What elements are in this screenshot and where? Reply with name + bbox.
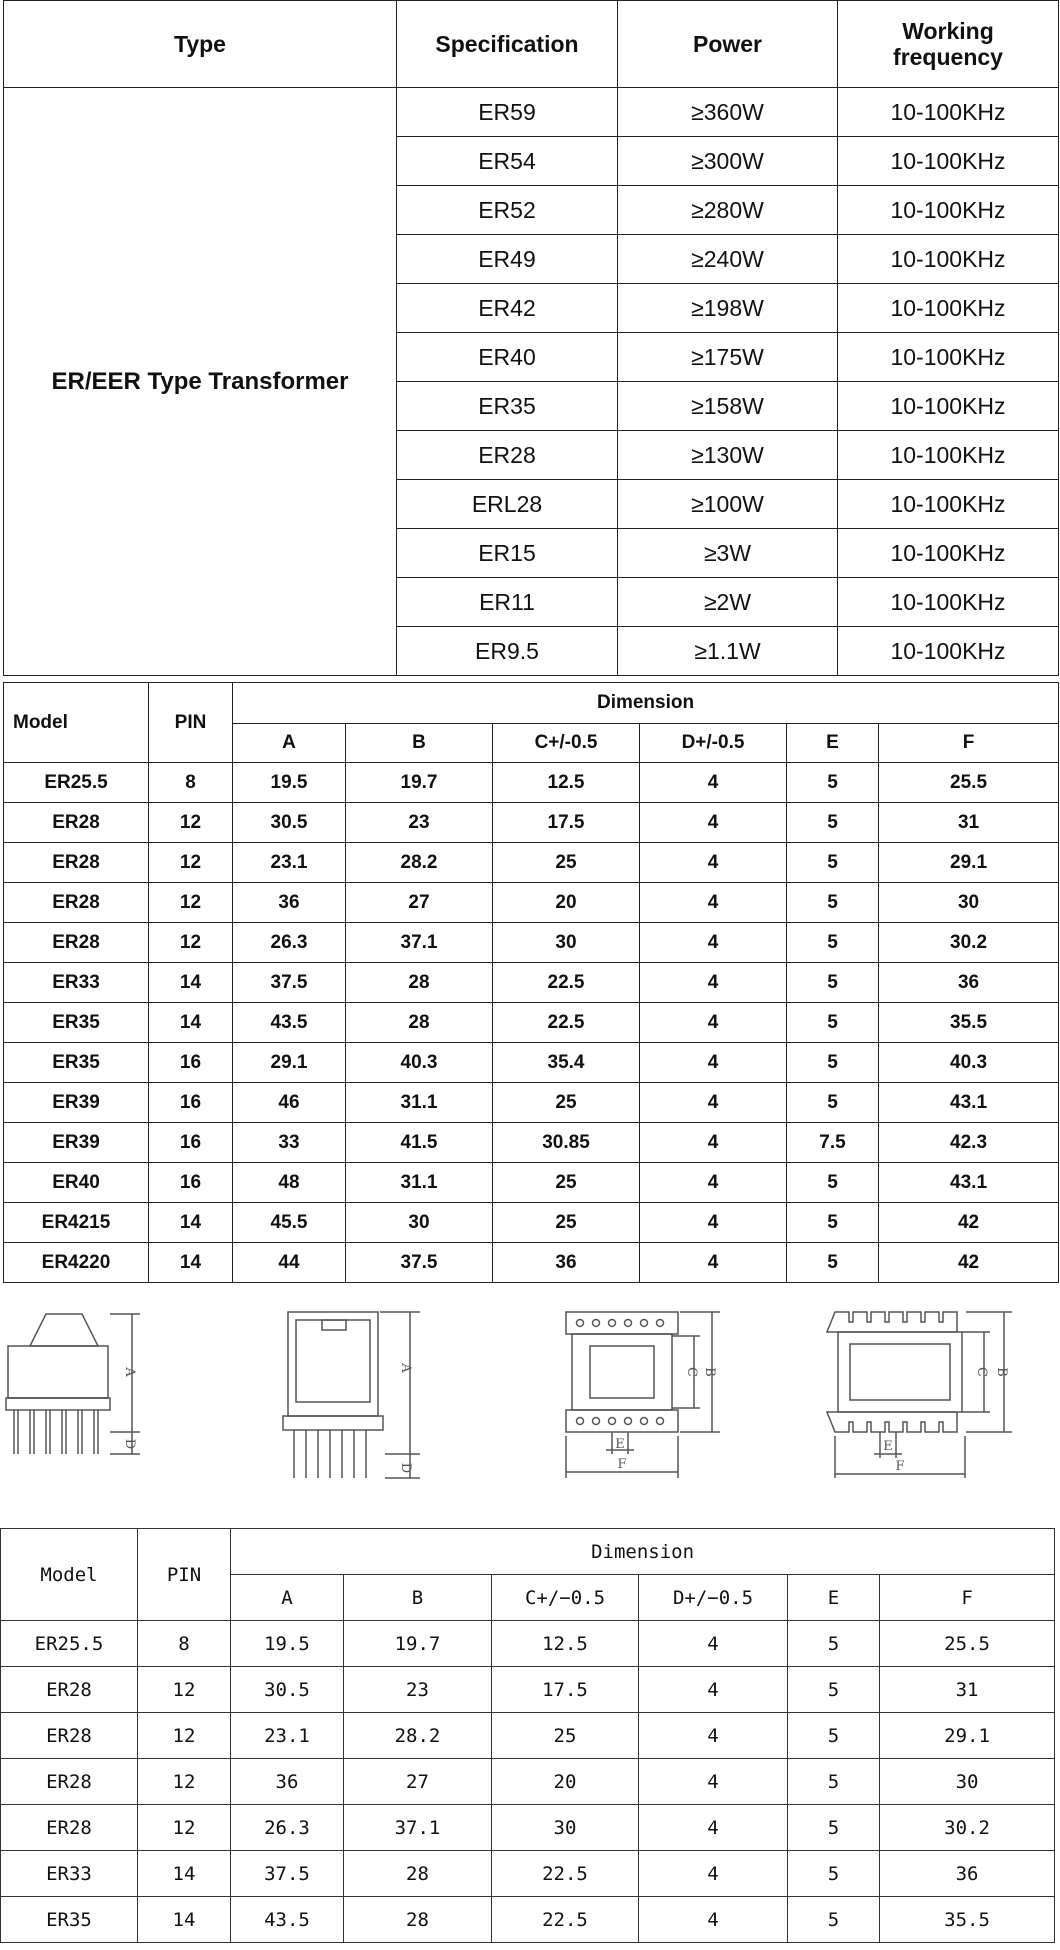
header-model: Model [1,1529,138,1621]
d-cell: 4 [640,763,787,803]
frequency-cell: 10-100KHz [838,333,1059,382]
f-cell: 42 [879,1243,1059,1283]
power-cell: ≥100W [618,480,838,529]
b-cell: 19.7 [346,763,493,803]
frequency-cell: 10-100KHz [838,382,1059,431]
header-working-frequency [838,1,1059,88]
d-cell: 4 [639,1713,788,1759]
power-cell: ≥2W [618,578,838,627]
dimension-table-2 [0,1528,1055,1943]
header-e: E [788,1575,880,1621]
d-cell: 4 [640,923,787,963]
c-cell: 22.5 [492,1897,639,1943]
header-a: A [233,724,346,763]
b-cell: 27 [344,1759,492,1805]
model-cell: ER28 [4,883,149,923]
b-cell: 40.3 [346,1043,493,1083]
power-cell: ≥3W [618,529,838,578]
b-cell: 37.1 [346,923,493,963]
d-cell: 4 [640,1043,787,1083]
f-cell: 30.2 [879,923,1059,963]
table-row [4,1043,1059,1083]
header-specification: Specification [397,1,618,88]
d-cell: 4 [640,843,787,883]
table-row [1,1851,1055,1897]
d-cell: 4 [639,1851,788,1897]
d-cell: 4 [639,1897,788,1943]
b-cell: 28.2 [346,843,493,883]
a-cell: 37.5 [231,1851,344,1897]
pin-cell: 8 [149,763,233,803]
f-cell: 35.5 [880,1897,1055,1943]
model-cell: ER25.5 [1,1621,138,1667]
model-cell: ER35 [4,1003,149,1043]
d-cell: 4 [639,1805,788,1851]
table-row [4,1003,1059,1043]
model-cell: ER28 [4,803,149,843]
d-cell: 4 [640,1083,787,1123]
b-cell: 41.5 [346,1123,493,1163]
table-row [4,883,1059,923]
model-cell: ER39 [4,1083,149,1123]
spec-cell: ER40 [397,333,618,382]
power-cell: ≥240W [618,235,838,284]
dimension-table-2-header-row [1,1529,1055,1575]
table-row [4,763,1059,803]
a-cell: 23.1 [231,1713,344,1759]
dimension-table [3,682,1059,1283]
table-row [4,1123,1059,1163]
header-b: B [344,1575,492,1621]
frequency-cell: 10-100KHz [838,137,1059,186]
e-cell: 5 [787,1243,879,1283]
f-cell: 36 [880,1851,1055,1897]
header-e: E [787,724,879,763]
power-cell: ≥198W [618,284,838,333]
a-cell: 44 [233,1243,346,1283]
power-spec-table [3,0,1059,676]
f-cell: 29.1 [879,843,1059,883]
c-cell: 30 [492,1805,639,1851]
table-row [1,1759,1055,1805]
front-view-drawing [283,1312,420,1478]
spec-cell: ER15 [397,529,618,578]
power-table-header-row [4,1,1059,88]
power-cell: ≥158W [618,382,838,431]
c-cell: 22.5 [493,1003,640,1043]
table-row [4,843,1059,883]
table-row [4,1243,1059,1283]
spec-cell: ER35 [397,382,618,431]
b-cell: 27 [346,883,493,923]
a-cell: 36 [233,883,346,923]
label-a-2: A [398,1363,413,1373]
model-cell: ER35 [4,1043,149,1083]
c-cell: 20 [493,883,640,923]
f-cell: 31 [880,1667,1055,1713]
frequency-cell: 10-100KHz [838,578,1059,627]
e-cell: 5 [788,1621,880,1667]
d-cell: 4 [639,1667,788,1713]
top-view-drawing-2 [827,1312,1012,1478]
header-f: F [880,1575,1055,1621]
top-view-drawing [566,1312,720,1478]
e-cell: 5 [787,803,879,843]
pin-cell: 14 [138,1851,231,1897]
header-pin: PIN [138,1529,231,1621]
power-cell: ≥175W [618,333,838,382]
spec-cell: ERL28 [397,480,618,529]
c-cell: 25 [493,1083,640,1123]
f-cell: 29.1 [880,1713,1055,1759]
header-dimension: Dimension [231,1529,1055,1575]
header-working-frequency-text: Working frequency [893,17,1003,70]
a-cell: 36 [231,1759,344,1805]
model-cell: ER28 [1,1759,138,1805]
model-cell: ER28 [4,843,149,883]
pin-cell: 8 [138,1621,231,1667]
frequency-cell: 10-100KHz [838,529,1059,578]
pin-cell: 14 [149,1203,233,1243]
c-cell: 25 [493,1163,640,1203]
b-cell: 30 [346,1203,493,1243]
model-cell: ER28 [1,1713,138,1759]
d-cell: 4 [640,963,787,1003]
f-cell: 42 [879,1203,1059,1243]
spec-cell: ER9.5 [397,627,618,676]
a-cell: 48 [233,1163,346,1203]
c-cell: 25 [493,843,640,883]
label-a-1: A [122,1367,137,1377]
b-cell: 28 [346,1003,493,1043]
table-row [1,1713,1055,1759]
e-cell: 5 [787,1163,879,1203]
table-row [1,1897,1055,1943]
pin-cell: 14 [149,1003,233,1043]
a-cell: 33 [233,1123,346,1163]
pin-cell: 14 [149,1243,233,1283]
a-cell: 26.3 [233,923,346,963]
power-cell: ≥1.1W [618,627,838,676]
model-cell: ER35 [1,1897,138,1943]
c-cell: 22.5 [492,1851,639,1897]
power-cell: ≥360W [618,88,838,137]
pin-cell: 16 [149,1163,233,1203]
c-cell: 25 [492,1713,639,1759]
frequency-cell: 10-100KHz [838,235,1059,284]
b-cell: 37.5 [346,1243,493,1283]
label-e-3: E [615,1437,625,1452]
b-cell: 28 [344,1897,492,1943]
f-cell: 30 [880,1759,1055,1805]
c-cell: 35.4 [493,1043,640,1083]
type-cell: ER/EER Type Transformer [4,88,397,676]
a-cell: 19.5 [233,763,346,803]
e-cell: 5 [788,1851,880,1897]
frequency-cell: 10-100KHz [838,627,1059,676]
label-f-3: F [617,1457,627,1472]
f-cell: 43.1 [879,1163,1059,1203]
d-cell: 4 [640,1243,787,1283]
e-cell: 5 [787,883,879,923]
a-cell: 23.1 [233,843,346,883]
model-cell: ER28 [1,1805,138,1851]
e-cell: 5 [787,1083,879,1123]
e-cell: 7.5 [787,1123,879,1163]
f-cell: 40.3 [879,1043,1059,1083]
c-cell: 12.5 [493,763,640,803]
pin-cell: 12 [138,1713,231,1759]
model-cell: ER25.5 [4,763,149,803]
header-power: Power [618,1,838,88]
c-cell: 25 [493,1203,640,1243]
table-row [4,1203,1059,1243]
model-cell: ER33 [1,1851,138,1897]
pin-cell: 12 [138,1805,231,1851]
d-cell: 4 [640,1003,787,1043]
table-row [4,1083,1059,1123]
label-b-4: B [994,1367,1009,1377]
pin-cell: 12 [138,1759,231,1805]
frequency-cell: 10-100KHz [838,431,1059,480]
label-c-3: C [684,1367,699,1377]
spec-cell: ER59 [397,88,618,137]
header-b: B [346,724,493,763]
label-c-4: C [974,1367,989,1377]
c-cell: 30.85 [493,1123,640,1163]
e-cell: 5 [788,1667,880,1713]
label-b-3: B [702,1367,717,1377]
power-cell: ≥300W [618,137,838,186]
a-cell: 30.5 [231,1667,344,1713]
power-cell: ≥130W [618,431,838,480]
a-cell: 46 [233,1083,346,1123]
model-cell: ER39 [4,1123,149,1163]
d-cell: 4 [640,1123,787,1163]
pin-cell: 12 [149,883,233,923]
f-cell: 43.1 [879,1083,1059,1123]
table-row [4,923,1059,963]
b-cell: 28 [344,1851,492,1897]
a-cell: 29.1 [233,1043,346,1083]
e-cell: 5 [787,963,879,1003]
d-cell: 4 [640,803,787,843]
frequency-cell: 10-100KHz [838,284,1059,333]
header-c: C+/-0.5 [493,724,640,763]
table-row [1,1805,1055,1851]
table-row [4,803,1059,843]
b-cell: 37.1 [344,1805,492,1851]
table-row [4,963,1059,1003]
pin-cell: 12 [138,1667,231,1713]
model-cell: ER28 [1,1667,138,1713]
frequency-cell: 10-100KHz [838,186,1059,235]
d-cell: 4 [639,1759,788,1805]
header-dimension: Dimension [233,683,1059,724]
e-cell: 5 [787,1203,879,1243]
model-cell: ER4220 [4,1243,149,1283]
c-cell: 17.5 [493,803,640,843]
b-cell: 31.1 [346,1163,493,1203]
label-f-4: F [895,1459,905,1474]
e-cell: 5 [787,843,879,883]
a-cell: 45.5 [233,1203,346,1243]
spec-cell: ER54 [397,137,618,186]
a-cell: 26.3 [231,1805,344,1851]
header-c: C+/−0.5 [492,1575,639,1621]
frequency-cell: 10-100KHz [838,88,1059,137]
c-cell: 20 [492,1759,639,1805]
e-cell: 5 [787,923,879,963]
f-cell: 36 [879,963,1059,1003]
label-d-1: D [122,1438,137,1450]
header-pin: PIN [149,683,233,763]
label-d-2: D [398,1462,413,1474]
model-cell: ER28 [4,923,149,963]
d-cell: 4 [640,883,787,923]
e-cell: 5 [787,1043,879,1083]
header-model: Model [4,683,149,763]
spec-cell: ER28 [397,431,618,480]
label-e-4: E [883,1439,893,1454]
a-cell: 37.5 [233,963,346,1003]
header-d: D+/−0.5 [639,1575,788,1621]
e-cell: 5 [787,763,879,803]
e-cell: 5 [787,1003,879,1043]
b-cell: 19.7 [344,1621,492,1667]
f-cell: 30.2 [880,1805,1055,1851]
side-view-drawing [6,1314,140,1454]
header-d: D+/-0.5 [640,724,787,763]
spec-cell: ER11 [397,578,618,627]
e-cell: 5 [788,1897,880,1943]
spec-cell: ER42 [397,284,618,333]
e-cell: 5 [788,1759,880,1805]
spec-cell: ER52 [397,186,618,235]
f-cell: 42.3 [879,1123,1059,1163]
model-cell: ER33 [4,963,149,1003]
b-cell: 23 [344,1667,492,1713]
c-cell: 30 [493,923,640,963]
b-cell: 31.1 [346,1083,493,1123]
pin-cell: 14 [138,1897,231,1943]
f-cell: 25.5 [880,1621,1055,1667]
pin-cell: 16 [149,1043,233,1083]
header-f: F [879,724,1059,763]
header-a: A [231,1575,344,1621]
a-cell: 43.5 [233,1003,346,1043]
a-cell: 43.5 [231,1897,344,1943]
pin-cell: 16 [149,1123,233,1163]
dimension-table-header-row [4,683,1059,724]
e-cell: 5 [788,1805,880,1851]
power-table-row [4,88,1059,137]
power-cell: ≥280W [618,186,838,235]
pin-cell: 12 [149,923,233,963]
c-cell: 36 [493,1243,640,1283]
f-cell: 31 [879,803,1059,843]
pin-cell: 16 [149,1083,233,1123]
c-cell: 22.5 [493,963,640,1003]
table-row [4,1163,1059,1203]
c-cell: 17.5 [492,1667,639,1713]
b-cell: 23 [346,803,493,843]
table-row [1,1621,1055,1667]
d-cell: 4 [639,1621,788,1667]
pin-cell: 12 [149,843,233,883]
b-cell: 28 [346,963,493,1003]
c-cell: 12.5 [492,1621,639,1667]
pin-cell: 14 [149,963,233,1003]
e-cell: 5 [788,1713,880,1759]
b-cell: 28.2 [344,1713,492,1759]
model-cell: ER4215 [4,1203,149,1243]
f-cell: 35.5 [879,1003,1059,1043]
transformer-drawings [0,1306,1060,1486]
pin-cell: 12 [149,803,233,843]
d-cell: 4 [640,1163,787,1203]
model-cell: ER40 [4,1163,149,1203]
frequency-cell: 10-100KHz [838,480,1059,529]
header-type: Type [4,1,397,88]
f-cell: 25.5 [879,763,1059,803]
f-cell: 30 [879,883,1059,923]
spec-cell: ER49 [397,235,618,284]
table-row [1,1667,1055,1713]
a-cell: 19.5 [231,1621,344,1667]
d-cell: 4 [640,1203,787,1243]
a-cell: 30.5 [233,803,346,843]
